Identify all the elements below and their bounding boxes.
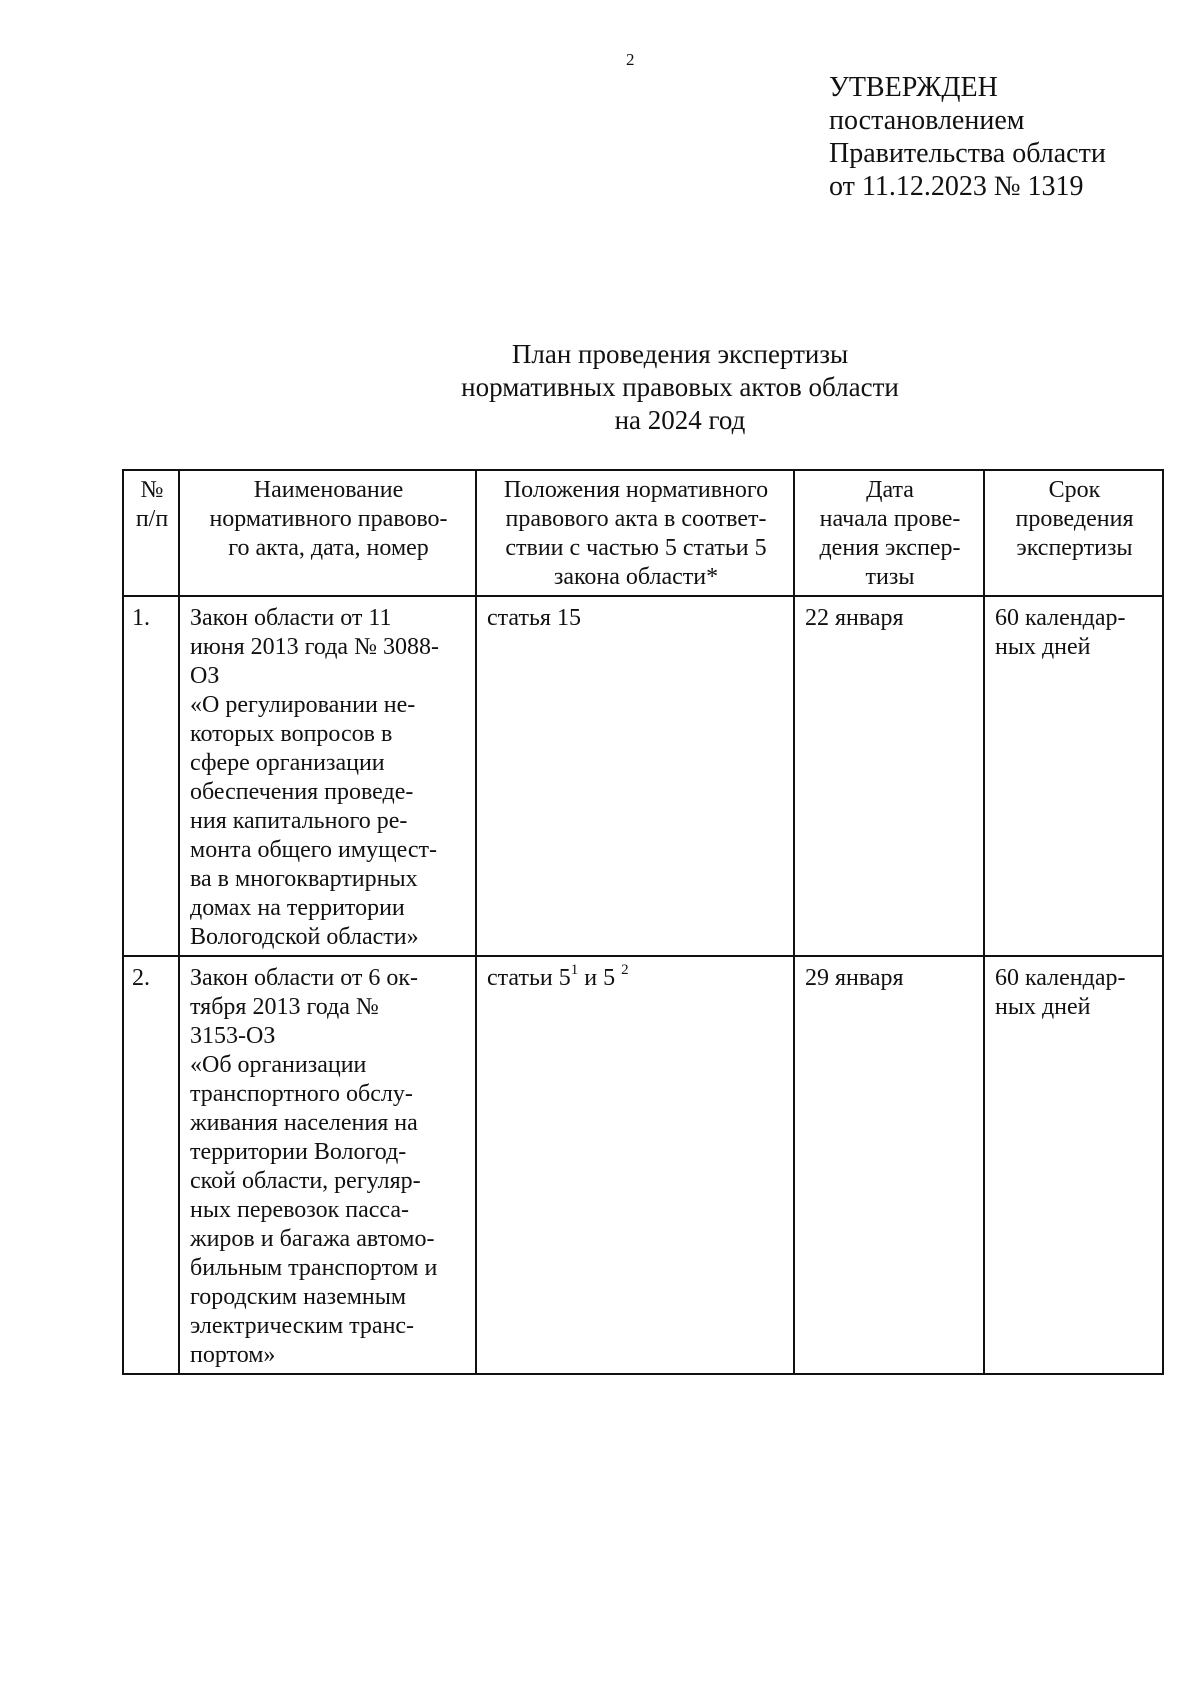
act-name-line: ОЗ (190, 663, 220, 689)
act-name-line: домах на территории (190, 895, 405, 921)
approval-line-3: Правительства области (829, 138, 1106, 169)
provisions-middle: и 5 (578, 965, 622, 991)
table-row (123, 956, 1163, 1374)
start-date-cell: 29 января (794, 956, 984, 1374)
act-name-line: монта общего имущест- (190, 837, 437, 863)
act-name-line: бильным транспортом и (190, 1255, 438, 1281)
header-act-name (179, 470, 476, 596)
term-line: ных дней (995, 994, 1091, 1020)
header-term (984, 470, 1163, 596)
header-line: Дата (866, 477, 914, 503)
header-start-date (794, 470, 984, 596)
act-name-line: «О регулировании не- (190, 692, 416, 718)
approval-stamp (829, 71, 1106, 203)
act-name-line: ния капитального ре- (190, 808, 408, 834)
act-name-line: жиров и багажа автомо- (190, 1226, 435, 1252)
approval-line-4: от 11.12.2023 № 1319 (829, 171, 1084, 202)
act-name-line: ва в многоквартирных (190, 866, 418, 892)
act-name-line: территории Вологод- (190, 1139, 407, 1165)
header-line: дения экспер- (819, 535, 961, 561)
header-line: Срок (1048, 477, 1101, 503)
act-name-line: июня 2013 года № 3088- (190, 634, 439, 660)
act-name-line: портом» (190, 1342, 276, 1368)
header-line: проведения (1015, 506, 1134, 532)
act-name-cell (179, 596, 476, 956)
superscript-2: 2 (621, 962, 629, 978)
term-cell (984, 596, 1163, 956)
act-name-line: которых вопросов в (190, 721, 393, 747)
header-provisions (476, 470, 794, 596)
act-name-line: электрическим транс- (190, 1313, 415, 1339)
act-name-line: тября 2013 года № (190, 994, 379, 1020)
header-line: го акта, дата, номер (228, 535, 429, 561)
header-line: правового акта в соответ- (505, 506, 767, 532)
act-name-line: обеспечения проведе- (190, 779, 414, 805)
act-name-line: «Об организации (190, 1052, 367, 1078)
header-line: нормативного правово- (209, 506, 448, 532)
act-name-line: транспортного обслу- (190, 1081, 413, 1107)
act-name-line: городским наземным (190, 1284, 407, 1310)
act-name-cell (179, 956, 476, 1374)
approval-line-1: УТВЕРЖДЕН (829, 72, 998, 103)
header-line: ствии с частью 5 статьи 5 (505, 535, 767, 561)
superscript-1: 1 (570, 962, 579, 978)
table-header-row (123, 470, 1163, 596)
term-line: ных дней (995, 634, 1091, 660)
header-line: экспертизы (1016, 535, 1133, 561)
act-name-line: ской области, регуляр- (190, 1168, 421, 1194)
act-name-line: Закон области от 11 (190, 605, 392, 631)
header-line: п/п (135, 506, 169, 532)
header-line: Положения нормативного (503, 477, 769, 503)
header-line: закона области* (553, 564, 719, 590)
term-cell (984, 956, 1163, 1374)
act-name-line: Закон области от 6 ок- (190, 965, 419, 991)
row-number: 1. (123, 596, 179, 956)
act-name-line: сфере организации (190, 750, 385, 776)
page-number: 2 (626, 50, 635, 69)
provisions-prefix: статьи 5 (487, 965, 571, 991)
header-line: № (140, 477, 164, 503)
approval-line-2: постановлением (829, 105, 1025, 136)
header-number (123, 470, 179, 596)
act-name-line: ных перевозок пасса- (190, 1197, 410, 1223)
act-name-line: живания населения на (190, 1110, 418, 1136)
table-row (123, 596, 1163, 956)
title-line-2: нормативных правовых актов области (461, 372, 899, 402)
expertise-plan-table (122, 469, 1164, 1375)
act-name-line: Вологодской области» (190, 924, 419, 950)
document-title (300, 338, 1060, 437)
header-line: начала прове- (819, 506, 961, 532)
act-name-line: 3153-ОЗ (190, 1023, 276, 1049)
title-line-3: на 2024 год (614, 405, 746, 435)
term-line: 60 календар- (995, 605, 1126, 631)
row-number: 2. (123, 956, 179, 1374)
header-line: тизы (865, 564, 915, 590)
title-line-1: План проведения экспертизы (511, 339, 849, 369)
header-line: Наименование (253, 477, 404, 503)
provisions-cell: статья 15 (476, 596, 794, 956)
provisions-cell (476, 956, 794, 1374)
start-date-cell: 22 января (794, 596, 984, 956)
term-line: 60 календар- (995, 965, 1126, 991)
